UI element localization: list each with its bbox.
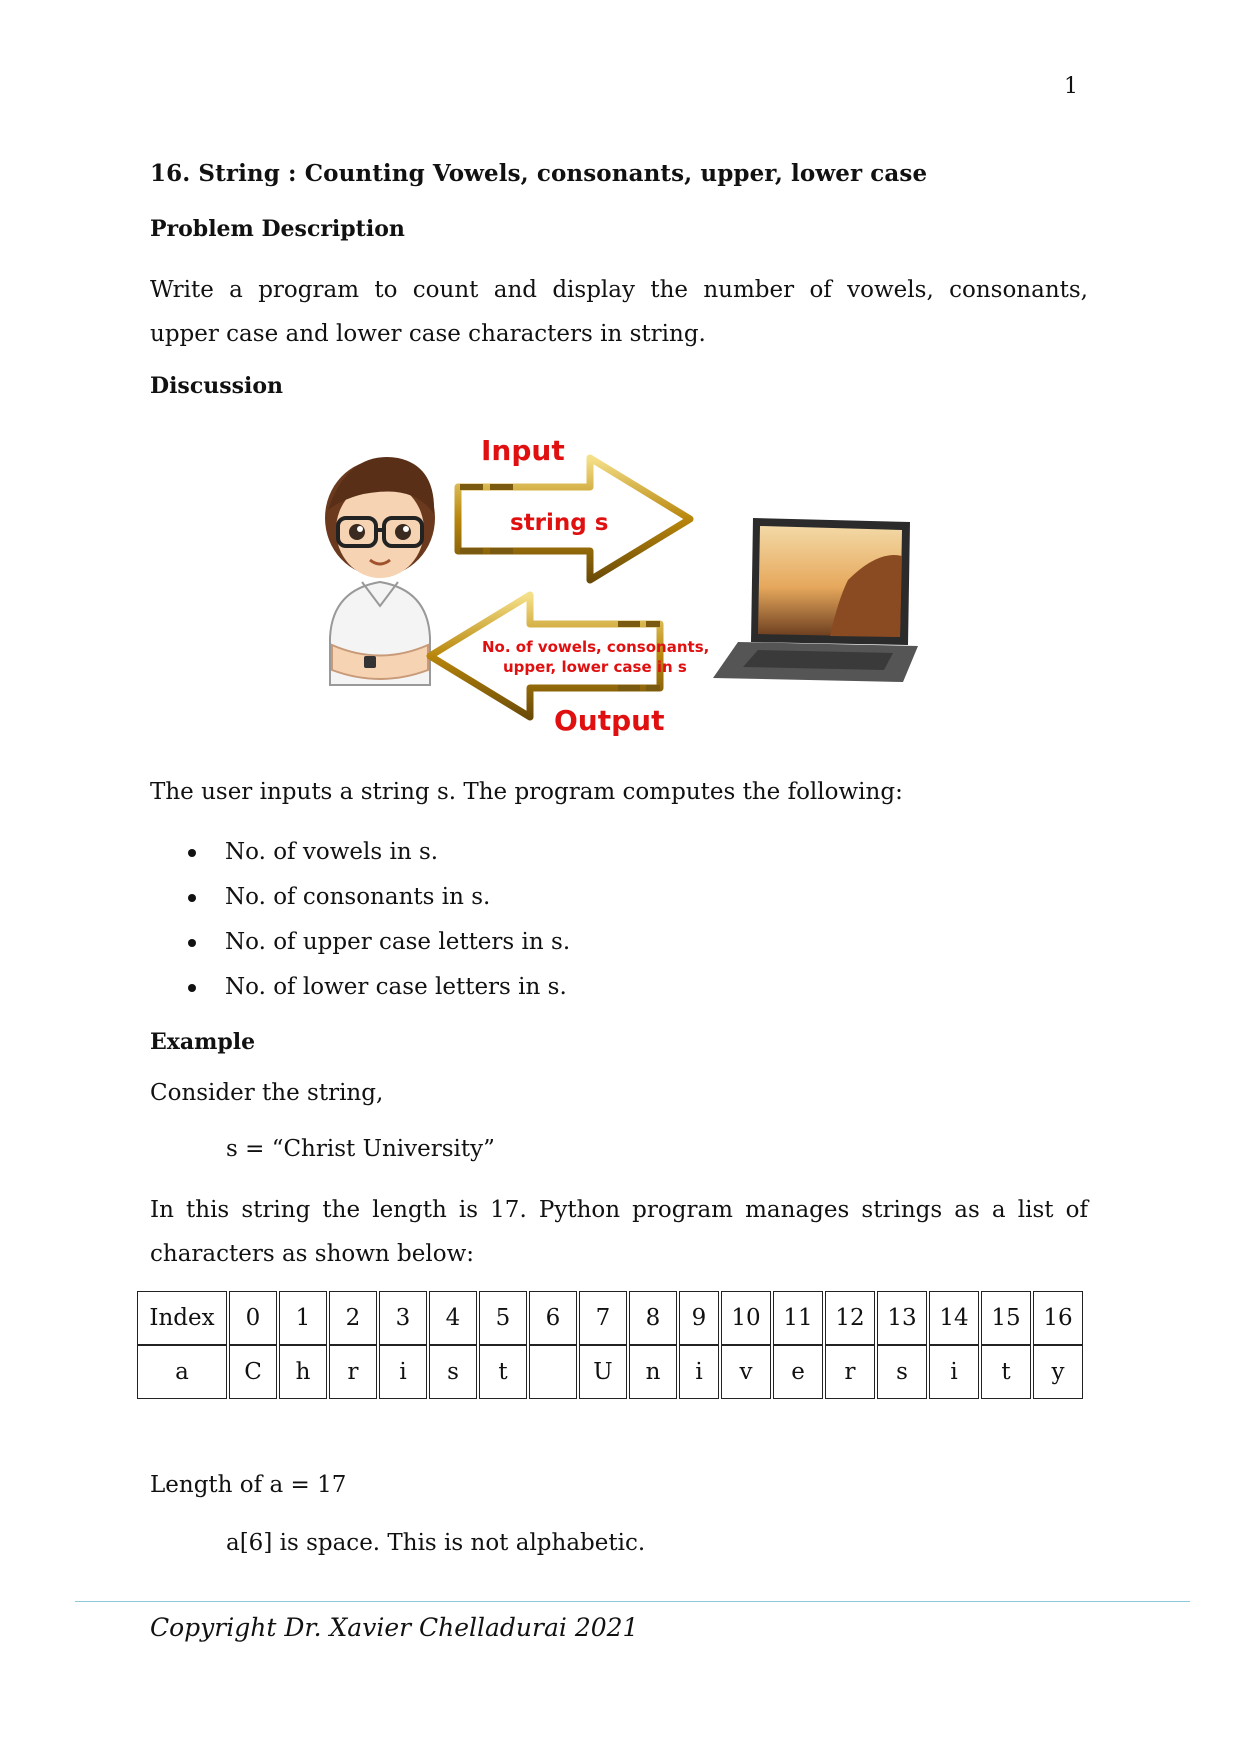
list-item: No. of lower case letters in s. <box>150 965 570 1010</box>
output-desc-line-2: upper, lower case in s <box>503 658 687 676</box>
table-cell: r <box>825 1345 875 1399</box>
laptop-icon <box>713 518 918 682</box>
intro-text: The user inputs a string s. The program computes the following: <box>150 779 903 805</box>
table-cell: C <box>229 1345 277 1399</box>
table-cell: h <box>279 1345 327 1399</box>
problem-line-2: upper case and lower case characters in string. <box>150 321 706 347</box>
output-label: Output <box>554 704 665 737</box>
string-label: string s <box>510 510 609 536</box>
table-cell: 3 <box>379 1291 427 1345</box>
table-cell: 15 <box>981 1291 1031 1345</box>
character-index-table <box>137 1291 1083 1399</box>
table-cell: 9 <box>679 1291 719 1345</box>
table-cell: y <box>1033 1345 1083 1399</box>
array-header-cell: a <box>137 1345 227 1399</box>
output-desc-line-1: No. of vowels, consonants, <box>482 638 710 656</box>
example-heading: Example <box>150 1029 256 1055</box>
index-header-cell: Index <box>137 1291 227 1345</box>
table-cell: 4 <box>429 1291 477 1345</box>
table-cell: i <box>929 1345 979 1399</box>
length-line-2: characters as shown below: <box>150 1241 475 1267</box>
list-item: No. of consonants in s. <box>150 875 570 920</box>
input-label: Input <box>481 434 565 467</box>
table-cell: i <box>379 1345 427 1399</box>
length-line-1: In this string the length is 17. Python program manages strings as a list of <box>150 1197 1088 1223</box>
footer-divider <box>75 1601 1190 1602</box>
length-result: Length of a = 17 <box>150 1472 347 1498</box>
table-cell: 7 <box>579 1291 627 1345</box>
table-cell: t <box>479 1345 527 1399</box>
problem-line-1: Write a program to count and display the number of vowels, consonants, <box>150 277 1088 303</box>
table-cell: s <box>429 1345 477 1399</box>
table-cell: 14 <box>929 1291 979 1345</box>
table-cell: t <box>981 1345 1031 1399</box>
table-cell: r <box>329 1345 377 1399</box>
table-cell: 2 <box>329 1291 377 1345</box>
table-cell: U <box>579 1345 627 1399</box>
discussion-heading: Discussion <box>150 373 284 399</box>
string-example: s = “Christ University” <box>226 1136 495 1162</box>
table-cell: i <box>679 1345 719 1399</box>
table-cell: 6 <box>529 1291 577 1345</box>
consider-text: Consider the string, <box>150 1080 384 1106</box>
list-item: No. of upper case letters in s. <box>150 920 570 965</box>
table-cell: 12 <box>825 1291 875 1345</box>
page-title: 16. String : Counting Vowels, consonants, upper, lower case <box>150 160 928 187</box>
boy-character-icon <box>325 457 435 685</box>
table-cell: 5 <box>479 1291 527 1345</box>
table-cell: e <box>773 1345 823 1399</box>
footer-copyright: Copyright Dr. Xavier Chelladurai 2021 <box>150 1613 639 1642</box>
table-cell: 11 <box>773 1291 823 1345</box>
table-cell <box>529 1345 577 1399</box>
table-cell: n <box>629 1345 677 1399</box>
table-cell: 16 <box>1033 1291 1083 1345</box>
table-cell: 13 <box>877 1291 927 1345</box>
input-output-illustration <box>318 430 918 754</box>
table-cell: v <box>721 1345 771 1399</box>
table-cell: s <box>877 1345 927 1399</box>
table-row <box>137 1345 1083 1399</box>
computation-list <box>150 830 570 1010</box>
table-row <box>137 1291 1083 1345</box>
output-arrow-icon <box>430 595 660 717</box>
space-note: a[6] is space. This is not alphabetic. <box>226 1530 646 1556</box>
table-cell: 10 <box>721 1291 771 1345</box>
table-cell: 0 <box>229 1291 277 1345</box>
page-number: 1 <box>1064 74 1078 99</box>
list-item: No. of vowels in s. <box>150 830 570 875</box>
table-cell: 1 <box>279 1291 327 1345</box>
table-cell: 8 <box>629 1291 677 1345</box>
problem-heading: Problem Description <box>150 216 405 242</box>
